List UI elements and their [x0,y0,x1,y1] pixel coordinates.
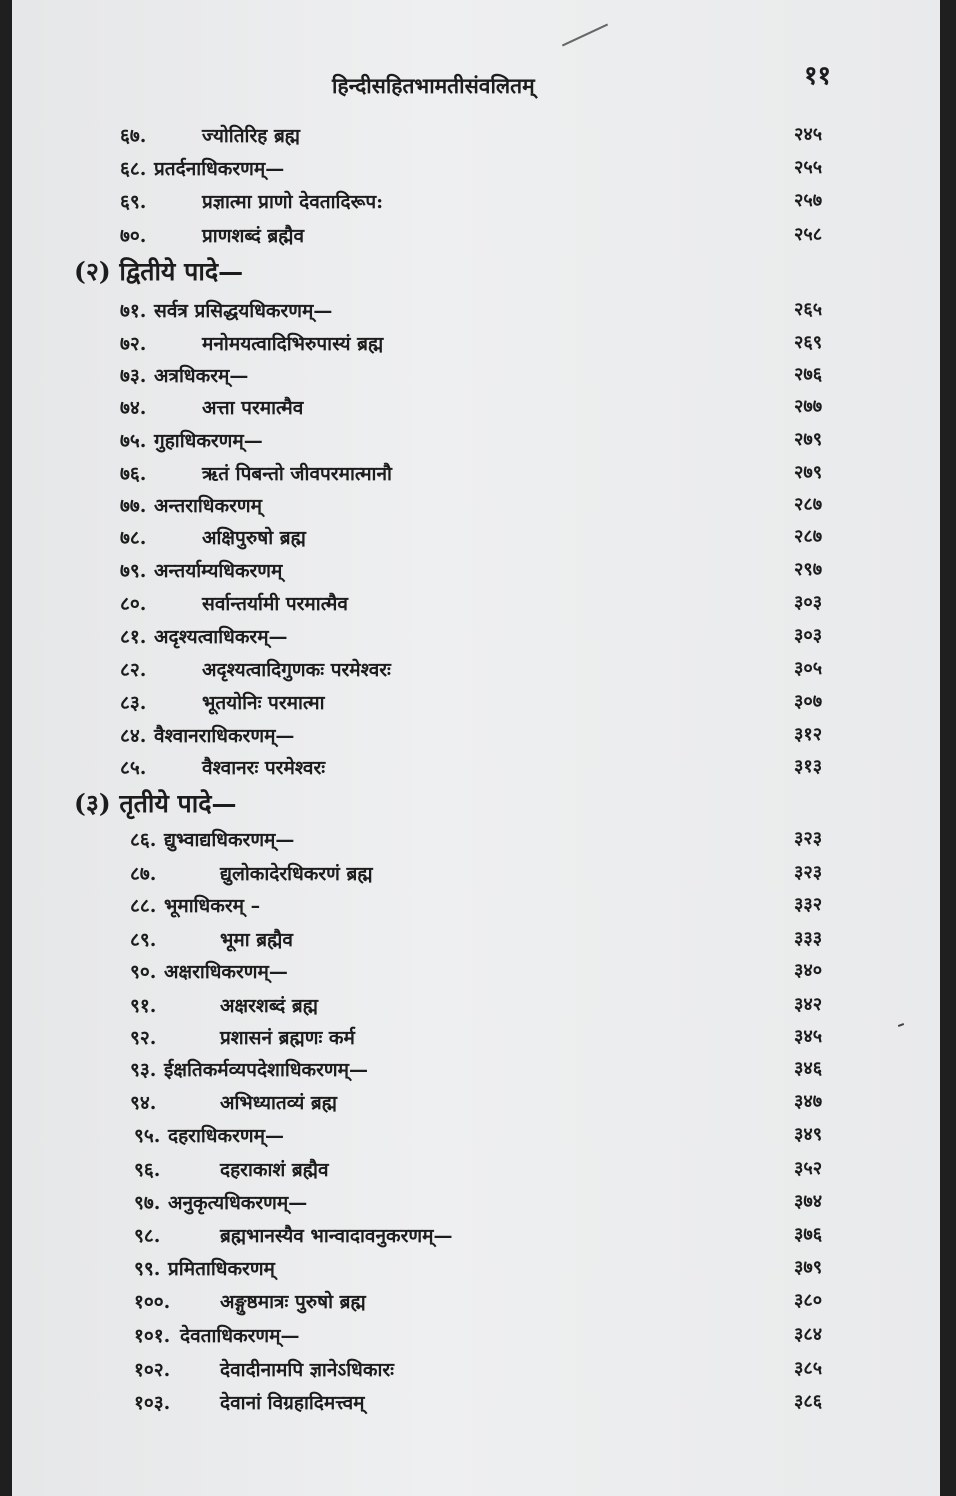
entry-page: ३४२ [794,994,823,1015]
entry-number: ६८. [120,158,147,180]
entry-number: ८७. [130,863,157,885]
entry-page: २४५ [794,124,823,145]
entry-title: द्युलोकादेरधिकरणं ब्रह्म [220,863,373,885]
entry-title: ब्रह्मभानस्यैव भान्वादावनुकरणम्— [220,1225,453,1247]
toc-entry [12,557,940,589]
entry-page: ३८४ [794,1324,823,1345]
toc-entry [12,656,940,688]
entry-number: ८८. [130,895,157,917]
toc-entry [12,892,940,924]
entry-number: ८०. [120,593,147,615]
entry-title: अक्षराधिकरणम्— [164,961,288,983]
entry-page: ३५२ [794,1158,823,1179]
toc-entry [12,122,940,154]
entry-number: ९२. [130,1027,157,1049]
entry-title: वैश्वानराधिकरणम्— [154,725,295,747]
entry-number: ९६. [134,1159,161,1181]
entry-page: ३१३ [794,756,823,777]
entry-page: २५८ [794,224,823,245]
entry-title: अन्तराधिकरणम् [154,495,262,517]
toc-entry [12,826,940,858]
entry-number: ९८. [134,1225,161,1247]
section-heading: (३) तृतीये पादे— [74,789,237,818]
toc-entry [12,590,940,622]
toc-entry [12,1056,940,1088]
entry-title: सर्वत्र प्रसिद्धयधिकरणम्— [154,300,333,322]
entry-page: २५५ [794,157,823,178]
entry-page: ३०३ [794,625,823,646]
entry-title: दहराकाशं ब्रह्मैव [220,1159,329,1181]
toc-entry [12,992,940,1024]
entry-title: देवादीनामपि ज्ञानेऽधिकारः [220,1359,394,1381]
toc-entry [12,1356,940,1388]
entry-title: देवताधिकरणम्— [180,1325,300,1347]
entry-number: ८९. [130,929,157,951]
entry-title: सर्वान्तर्यामी परमात्मैव [202,593,348,615]
entry-title: अदृश्यत्वाधिकरम्— [154,626,288,648]
entry-page: ३८५ [794,1358,823,1379]
entry-page: २९७ [794,559,823,580]
entry-title: प्रतर्दनाधिकरणम्— [154,158,285,180]
entry-page: २८७ [794,494,823,515]
toc-entry [12,1222,940,1254]
entry-number: १०२. [134,1359,171,1381]
entry-number: ८३. [120,692,147,714]
entry-page: २६९ [794,332,823,353]
entry-number: ७१. [120,300,147,322]
toc-entry [12,623,940,655]
entry-title: अक्षरशब्दं ब्रह्म [220,995,318,1017]
entry-page: ३२३ [794,828,823,849]
entry-page: ३८० [794,1290,823,1311]
entry-page: २५७ [794,190,823,211]
entry-page: ३३३ [794,928,823,949]
entry-page: ३४० [794,960,823,981]
entry-title: भूमाधिकरम् – [164,895,261,917]
entry-number: १०१. [134,1325,171,1347]
entry-page: ३०५ [794,658,823,679]
entry-number: ७२. [120,333,147,355]
entry-title: ईक्षतिकर्मव्यपदेशाधिकरणम्— [164,1059,368,1081]
toc-entry [12,722,940,754]
entry-page: ३४६ [794,1058,823,1079]
entry-page: २७९ [794,429,823,450]
toc-entry [12,926,940,958]
entry-number: ७५. [120,430,147,452]
toc-entry [12,754,940,786]
toc-entry [12,362,940,394]
entry-title: प्रशासनं ब्रह्मणः कर्म [220,1027,355,1049]
entry-page: ३८६ [794,1391,823,1412]
entry-number: ८६. [130,829,157,851]
entry-title: ऋतं पिबन्तो जीवपरमात्मानौ [202,463,392,485]
entry-title: मनोमयत्वादिभिरुपास्यं ब्रह्म [202,333,384,355]
toc-entry [12,1389,940,1421]
entry-number: १००. [134,1291,171,1313]
entry-number: ९१. [130,995,157,1017]
entry-title: वैश्वानरः परमेश्वरः [202,757,326,779]
entry-number: ८५. [120,757,147,779]
entry-number: ९९. [134,1258,161,1280]
entry-title: दहराधिकरणम्— [168,1125,284,1147]
toc-entry [12,222,940,254]
entry-title: भूतयोनिः परमात्मा [202,692,325,714]
toc-entry [12,958,940,990]
entry-number: ९३. [130,1059,157,1081]
toc-entry [12,1288,940,1320]
entry-title: अङ्गुष्ठमात्रः पुरुषो ब्रह्म [220,1291,366,1313]
entry-title: अनुकृत्यधिकरणम्— [168,1192,308,1214]
entry-page: २६५ [794,299,823,320]
entry-title: भूमा ब्रह्मैव [220,929,293,951]
entry-title: अदृश्यत्वादिगुणकः परमेश्वरः [202,659,391,681]
entry-page: ३४७ [794,1091,823,1112]
toc-entry [12,297,940,329]
entry-title: प्रमिताधिकरणम् [168,1258,275,1280]
entry-number: ८१. [120,626,147,648]
entry-number: ६९. [120,191,147,213]
toc-entry [12,1024,940,1056]
entry-title: द्युभ्वाद्यधिकरणम्— [164,829,295,851]
entry-page: ३१२ [794,724,823,745]
entry-page: ३७४ [794,1191,823,1212]
entry-number: ८२. [120,659,147,681]
toc-entry [12,1156,940,1188]
entry-number: ९७. [134,1192,161,1214]
toc-entry [12,860,940,892]
entry-title: अत्रधिकरम्— [154,365,249,387]
entry-page: ३४५ [794,1026,823,1047]
toc-entry [12,1189,940,1221]
entry-number: ७३. [120,365,147,387]
entry-title: प्राणशब्दं ब्रह्मैव [202,225,305,247]
entry-number: ७६. [120,463,147,485]
entry-page: ३४९ [794,1124,823,1145]
entry-page: २७६ [794,364,823,385]
toc-entry [12,188,940,220]
entry-number: ७८. [120,527,147,549]
entry-number: ७७. [120,495,147,517]
entry-number: ९०. [130,961,157,983]
entry-page: ३७६ [794,1224,823,1245]
page-number: ११ [804,61,832,91]
entry-number: १०३. [134,1392,171,1414]
book-page [12,0,940,1496]
toc-entry [12,1255,940,1287]
pen-mark [562,24,608,47]
toc-entry [12,394,940,426]
entry-number: ९४. [130,1092,157,1114]
section-heading: (२) द्वितीये पादे— [74,257,244,286]
toc-entry [12,524,940,556]
toc-entry [12,689,940,721]
toc-entry [12,1122,940,1154]
entry-page: ३०३ [794,592,823,613]
entry-title: अन्तर्याम्यधिकरणम् [154,560,283,582]
entry-page: २७७ [794,396,823,417]
toc-entry [12,460,940,492]
entry-title: अभिध्यातव्यं ब्रह्म [220,1092,337,1114]
entry-title: प्रज्ञात्मा प्राणो देवतादिरूप: [202,191,384,213]
entry-number: ६७. [120,125,147,147]
entry-page: ३३२ [794,894,823,915]
entry-number: ७९. [120,560,147,582]
entry-title: गुहाधिकरणम्— [154,430,263,452]
entry-page: ३७९ [794,1257,823,1278]
toc-entry [12,155,940,187]
entry-page: ३२३ [794,862,823,883]
toc-entry [12,1322,940,1354]
entry-title: अक्षिपुरुषो ब्रह्म [202,527,306,549]
entry-page: ३०७ [794,691,823,712]
entry-number: ७४. [120,397,147,419]
toc-entry [12,427,940,459]
entry-number: ८४. [120,725,147,747]
entry-number: ७०. [120,225,147,247]
entry-number: ९५. [134,1125,161,1147]
toc-entry [12,1089,940,1121]
entry-page: २७९ [794,462,823,483]
toc-entry [12,492,940,524]
entry-title: अत्ता परमात्मैव [202,397,304,419]
toc-entry [12,330,940,362]
entry-page: २८७ [794,526,823,547]
entry-title: ज्योतिरिह ब्रह्म [202,125,301,147]
running-header: हिन्दीसहितभामतीसंवलितम् [332,73,535,98]
entry-title: देवानां विग्रहादिमत्त्वम् [220,1392,365,1414]
